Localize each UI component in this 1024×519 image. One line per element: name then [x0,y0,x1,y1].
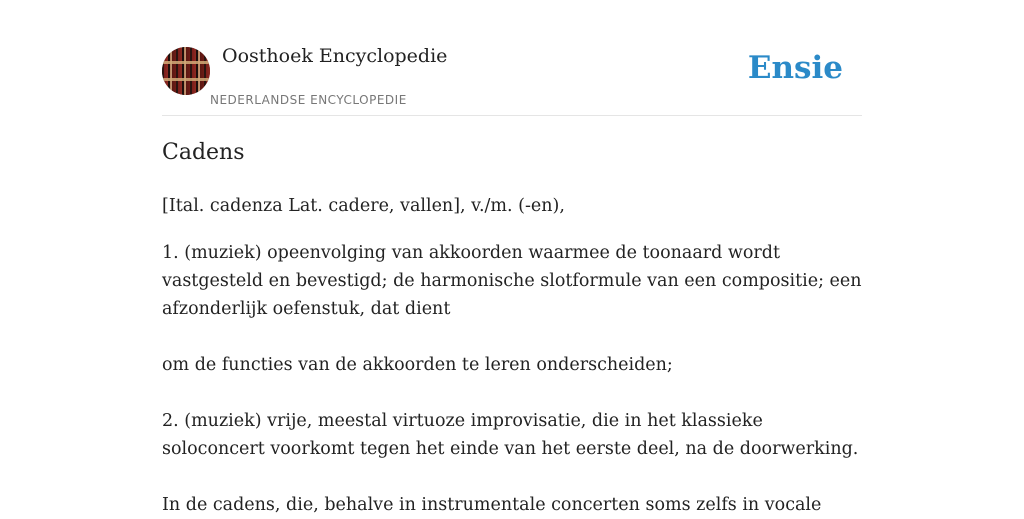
paragraph-spacer [162,379,862,407]
article-paragraph-1: 1. (muziek) opeenvolging van akkoorden waarmee de toonaard wordt vastgesteld en bevestigd; de harmonische slotformule van een compositie; een afzonderlijk oefenstuk, dat dient [162,243,862,319]
page-container [162,0,862,515]
article-paragraph-3: 2. (muziek) vrije, meestal virtuoze improvisatie, die in het klassieke soloconcert voorkomt tegen het einde van het eerste deel, na de doorwerking. [162,411,859,459]
site-subtitle: NEDERLANDSE ENCYCLOPEDIE [210,93,407,107]
avatar-band-top [162,61,210,64]
article-paragraph-2: om de functies van de akkoorden te leren onderscheiden; [162,355,673,375]
paragraph-spacer [162,463,862,491]
article-paragraph-4: In de cadens, die, behalve in instrumentale concerten soms zelfs in vocale [162,495,822,515]
avatar-band-bottom [162,78,210,81]
avatar[interactable] [162,47,210,95]
article-etymology: [Ital. cadenza Lat. cadere, vallen], v./m. (-en), [162,196,565,216]
article-body [162,192,862,519]
paragraph-spacer [162,323,862,351]
ensie-logo-link[interactable]: Ensie [747,50,843,86]
site-title[interactable]: Oosthoek Encyclopedie [222,45,448,67]
site-header [162,0,862,116]
page-title: Cadens [162,140,245,165]
book-spines-icon [162,47,210,95]
